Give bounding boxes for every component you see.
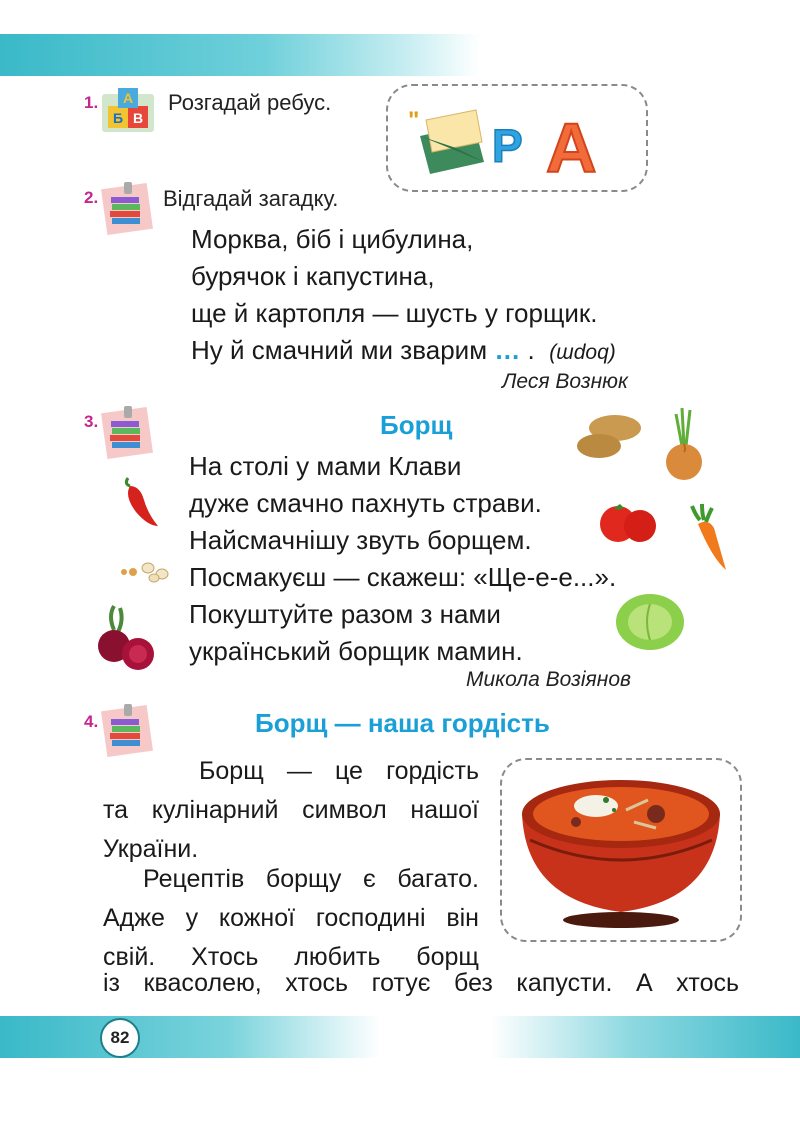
article-line: Адже у кожної господині він — [103, 904, 479, 932]
poem-line: Посмакуєш — скажеш: «Ще-е-е...». — [189, 562, 617, 592]
books-icon — [98, 404, 156, 462]
poem-line: Найсмачнішу звуть борщем. — [189, 525, 532, 555]
riddle-line: ще й картопля — шусть у горщик. — [191, 298, 598, 328]
carrot-icon — [682, 502, 734, 574]
poem-line: На столі у мами Клави — [189, 451, 462, 481]
riddle-line-last: Ну й смачний ми зварим … . (ɯdoq) — [191, 335, 616, 365]
chili-pepper-icon — [118, 474, 162, 530]
svg-text:Б: Б — [113, 110, 124, 126]
article-line: із квасолею, хтось готує без капусти. А хтось — [103, 969, 739, 997]
article-line: свій. Хтось любить борщ — [103, 943, 479, 971]
poem-title: Борщ — [380, 410, 453, 440]
onion-icon — [660, 406, 706, 484]
rebus-image — [398, 96, 638, 184]
riddle-blank: … — [494, 335, 521, 365]
riddle-author: Леся Вознюк — [502, 370, 628, 393]
rebus-card — [386, 84, 648, 192]
task-number: 4. — [84, 712, 99, 731]
poem-line: Покуштуйте разом з нами — [189, 599, 501, 629]
article-line: Рецептів борщу є багато. — [143, 865, 479, 893]
article-line: та кулінарний символ нашої — [103, 796, 479, 824]
envelope-icon — [420, 110, 484, 174]
svg-text:": " — [408, 107, 420, 134]
article-paragraph-2 — [103, 860, 479, 977]
rebus-letter-a: A — [546, 109, 597, 184]
borscht-bowl-icon — [516, 770, 726, 930]
article-paragraph-2-cont — [103, 964, 739, 1003]
riddle-line: бурячок і капустина, — [191, 261, 435, 291]
poem-line: український борщик мамин. — [189, 636, 523, 666]
task-number: 1. — [84, 93, 99, 112]
page-number: 82 — [100, 1018, 140, 1058]
poem-author: Микола Возіянов — [466, 668, 631, 691]
beans-icon — [118, 560, 176, 584]
task-instruction: Розгадай ребус. — [168, 90, 332, 115]
cabbage-icon — [614, 590, 686, 652]
article-line: Борщ — це гордість — [199, 757, 479, 785]
riddle-answer-inverted: (ɯdoq) — [549, 341, 616, 364]
article-line: України. — [103, 835, 199, 863]
task-instruction: Відгадай загадку. — [163, 186, 339, 211]
article-title: Борщ — наша гордість — [255, 708, 550, 738]
svg-text:А: А — [123, 90, 134, 106]
task-number: 3. — [84, 412, 99, 431]
beet-icon — [94, 602, 160, 672]
task-number: 2. — [84, 188, 99, 207]
top-header-bar — [0, 34, 480, 76]
article-paragraph-1 — [103, 752, 479, 869]
riddle-line: Морква, біб і цибулина, — [191, 224, 474, 254]
rebus-letter-p: P — [492, 120, 523, 172]
books-icon — [98, 180, 156, 238]
borscht-card — [500, 758, 742, 942]
footer-bar-left — [0, 1016, 380, 1058]
riddle-text — [191, 221, 616, 371]
abc-blocks-icon — [100, 86, 156, 134]
footer-bar-right — [490, 1016, 800, 1058]
poem-line: дуже смачно пахнуть страви. — [189, 488, 542, 518]
poem-text — [189, 448, 616, 670]
svg-text:В: В — [133, 110, 144, 126]
